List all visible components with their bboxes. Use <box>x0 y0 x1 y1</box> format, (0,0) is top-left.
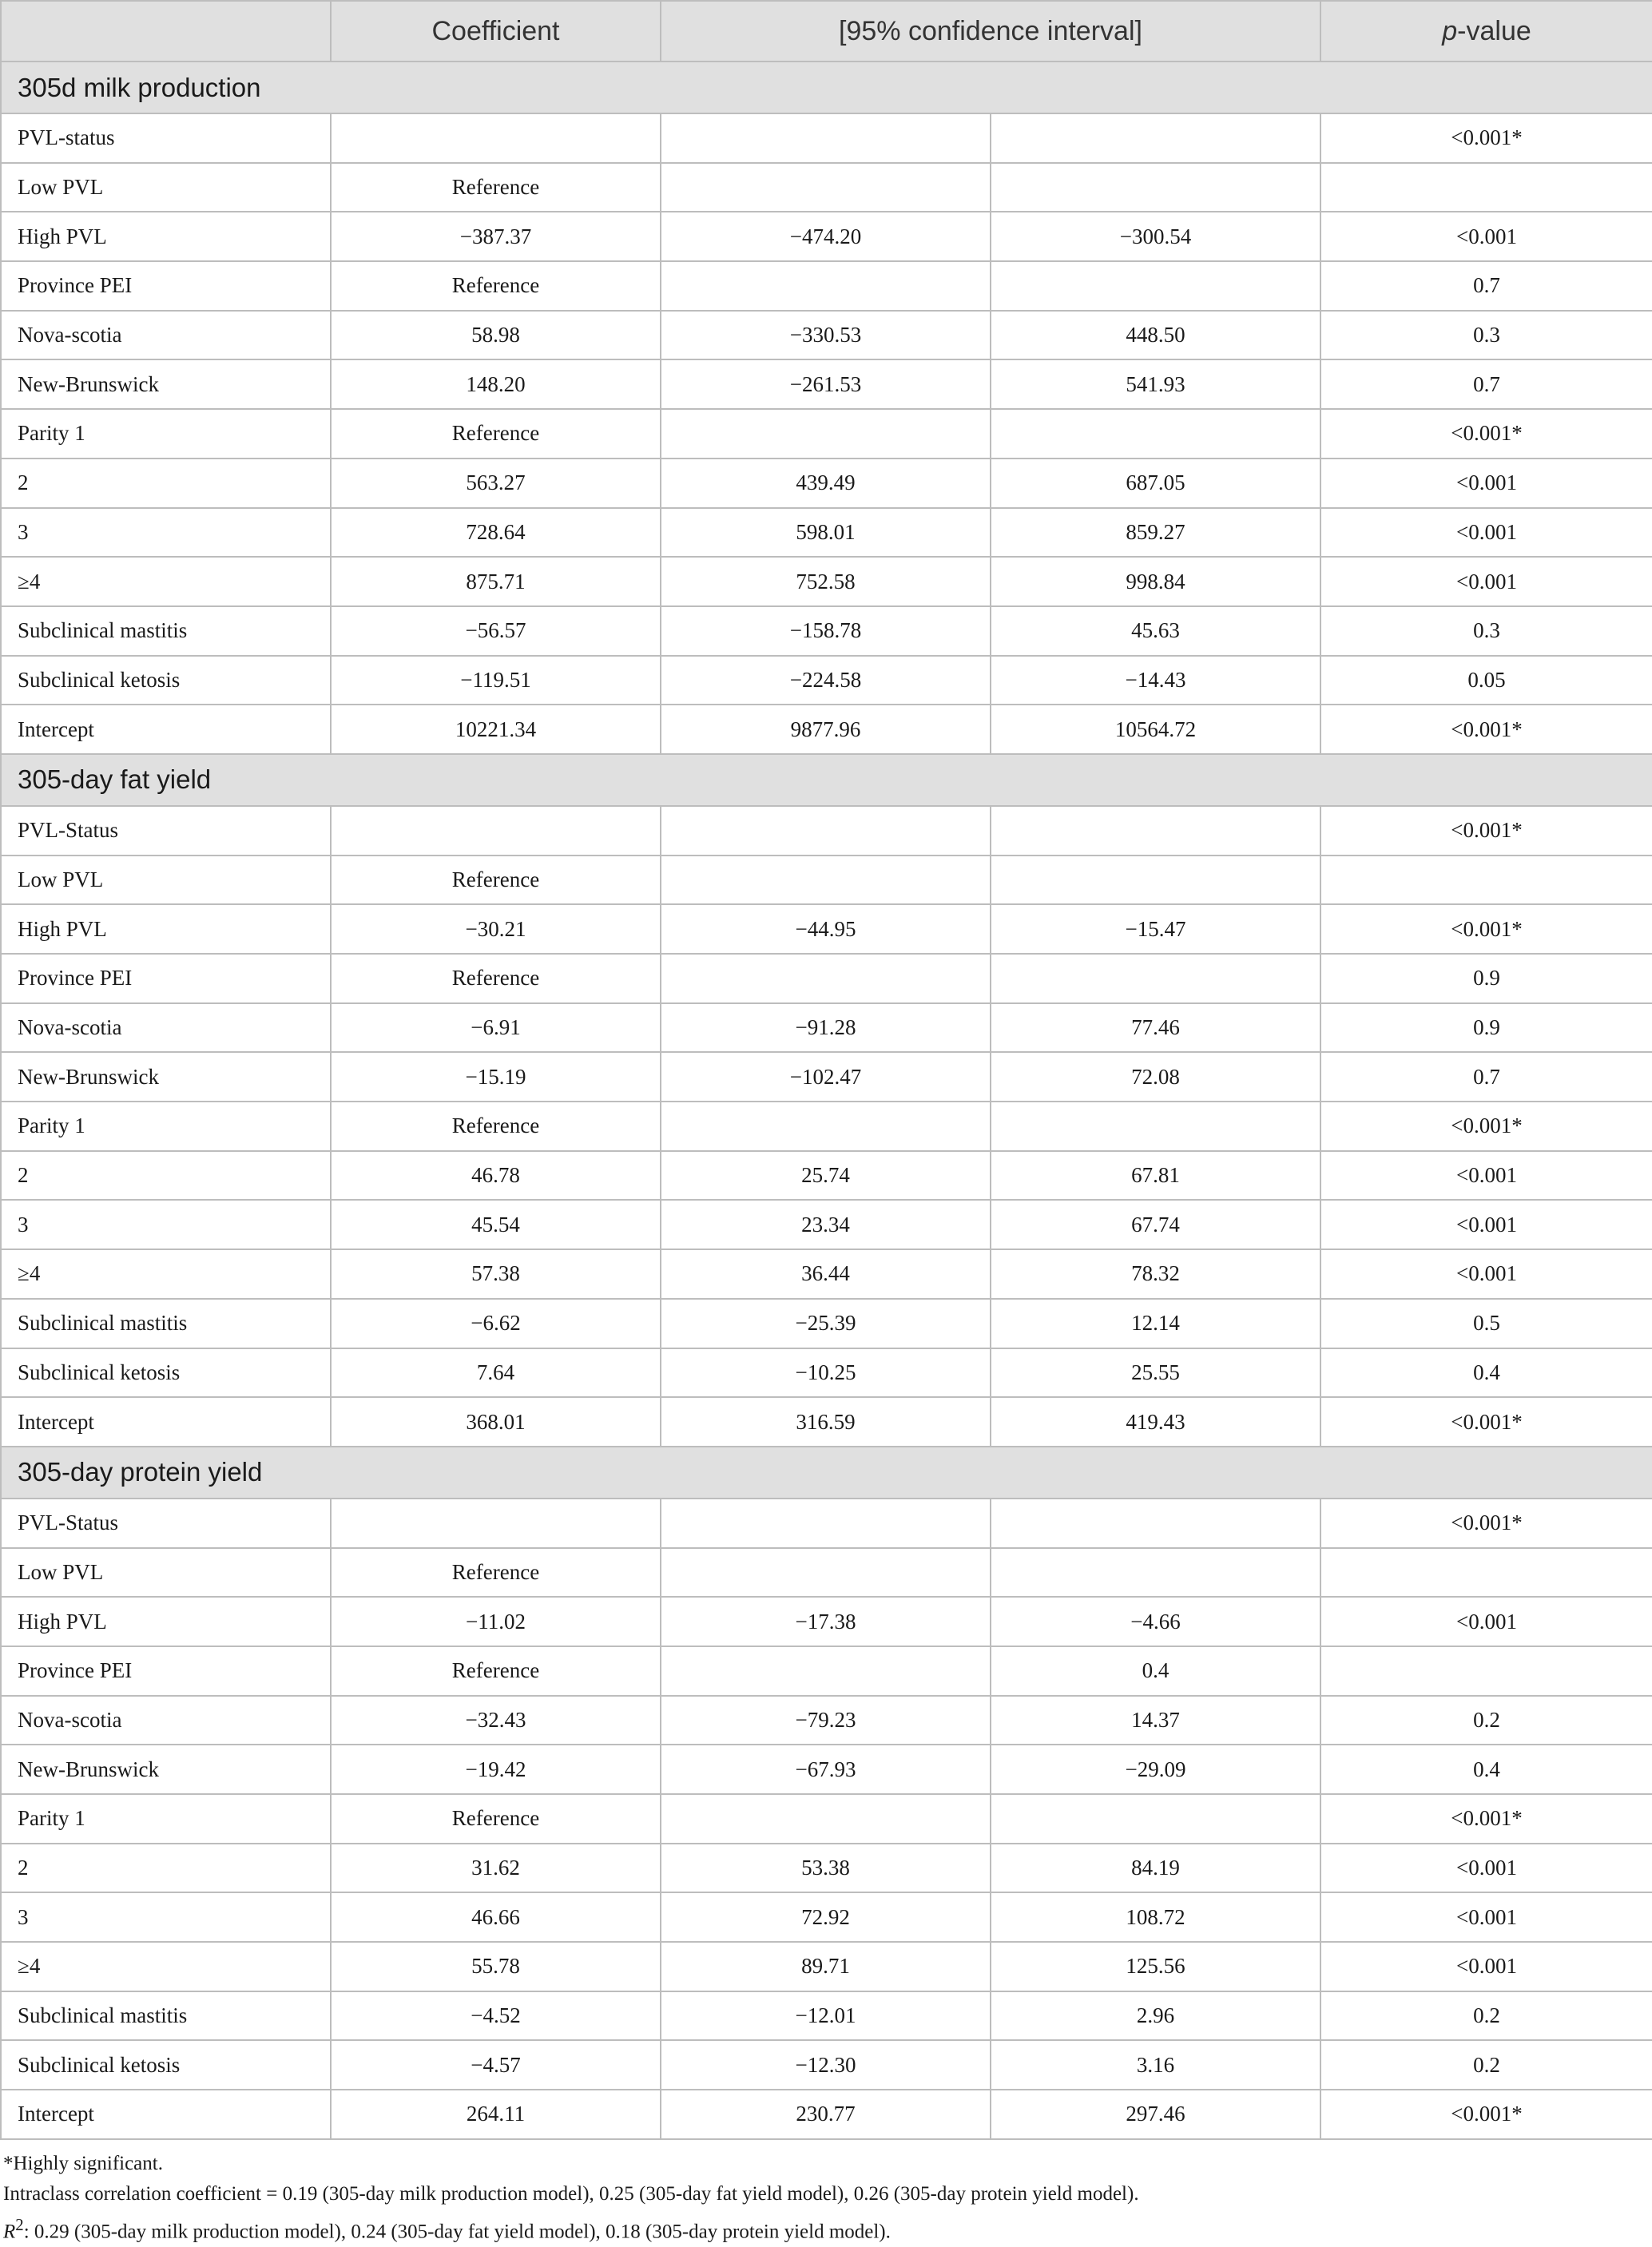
cell-variable: 2 <box>1 1844 331 1893</box>
cell-ci-upper: 0.4 <box>991 1646 1320 1696</box>
cell-ci-upper: 541.93 <box>991 359 1320 409</box>
cell-coefficient <box>331 1499 661 1548</box>
cell-variable: PVL-status <box>1 113 331 163</box>
cell-p-value: 0.2 <box>1320 2040 1652 2090</box>
cell-coefficient: Reference <box>331 409 661 459</box>
table-row <box>1 1745 1652 1794</box>
table-row <box>1 261 1652 311</box>
cell-coefficient: −15.19 <box>331 1052 661 1102</box>
table-row <box>1 113 1652 163</box>
table-row <box>1 1844 1652 1893</box>
cell-coefficient: 148.20 <box>331 359 661 409</box>
cell-ci-upper: −15.47 <box>991 904 1320 954</box>
cell-p-value: <0.001* <box>1320 1794 1652 1844</box>
cell-p-value: <0.001* <box>1320 1397 1652 1447</box>
cell-variable: Parity 1 <box>1 1794 331 1844</box>
cell-p-value: 0.9 <box>1320 1003 1652 1053</box>
cell-ci-lower: −12.30 <box>661 2040 991 2090</box>
table-row <box>1 705 1652 754</box>
cell-ci-upper <box>991 806 1320 856</box>
table-row <box>1 656 1652 705</box>
header-coefficient: Coefficient <box>331 1 661 62</box>
r2-text: : 0.29 (305-day milk production model), 0.24 (305-day fat yield model), 0.18 (305-day protein yield model). <box>23 2221 891 2243</box>
section-title: 305-day protein yield <box>1 1447 1652 1499</box>
cell-ci-upper: 72.08 <box>991 1052 1320 1102</box>
cell-ci-upper <box>991 1499 1320 1548</box>
table-row <box>1 1646 1652 1696</box>
cell-p-value <box>1320 1646 1652 1696</box>
cell-variable: Low PVL <box>1 1548 331 1598</box>
cell-ci-lower: 72.92 <box>661 1892 991 1942</box>
cell-ci-upper: 859.27 <box>991 508 1320 558</box>
header-p-italic: p <box>1442 15 1458 46</box>
cell-variable: Subclinical ketosis <box>1 2040 331 2090</box>
cell-ci-lower: 25.74 <box>661 1151 991 1201</box>
cell-variable: Subclinical mastitis <box>1 1991 331 2041</box>
cell-ci-upper: 998.84 <box>991 557 1320 606</box>
cell-variable: Nova-scotia <box>1 1003 331 1053</box>
cell-ci-lower <box>661 1646 991 1696</box>
cell-coefficient: −30.21 <box>331 904 661 954</box>
cell-variable: 2 <box>1 459 331 508</box>
section-row <box>1 62 1652 113</box>
cell-ci-upper: 25.55 <box>991 1348 1320 1398</box>
table-row <box>1 1892 1652 1942</box>
cell-p-value: 0.3 <box>1320 606 1652 656</box>
cell-coefficient: 7.64 <box>331 1348 661 1398</box>
cell-variable: ≥4 <box>1 557 331 606</box>
cell-variable: Intercept <box>1 705 331 754</box>
cell-p-value: 0.4 <box>1320 1745 1652 1794</box>
cell-ci-lower: −91.28 <box>661 1003 991 1053</box>
cell-variable: High PVL <box>1 1597 331 1646</box>
cell-p-value: 0.7 <box>1320 1052 1652 1102</box>
cell-p-value: 0.2 <box>1320 1991 1652 2041</box>
cell-ci-upper <box>991 163 1320 212</box>
cell-coefficient: 58.98 <box>331 311 661 360</box>
cell-ci-upper: 108.72 <box>991 1892 1320 1942</box>
header-confidence-interval: [95% confidence interval] <box>661 1 1320 62</box>
cell-ci-lower <box>661 163 991 212</box>
cell-ci-upper <box>991 856 1320 905</box>
cell-ci-upper <box>991 261 1320 311</box>
cell-p-value: 0.2 <box>1320 1696 1652 1745</box>
cell-coefficient: 563.27 <box>331 459 661 508</box>
table-row <box>1 904 1652 954</box>
table-row <box>1 856 1652 905</box>
table-body <box>1 62 1652 2139</box>
cell-variable: 3 <box>1 1892 331 1942</box>
cell-p-value: 0.9 <box>1320 954 1652 1003</box>
cell-coefficient: Reference <box>331 1794 661 1844</box>
cell-variable: Subclinical mastitis <box>1 1299 331 1348</box>
cell-ci-lower <box>661 1794 991 1844</box>
cell-ci-upper <box>991 1794 1320 1844</box>
table-row <box>1 1499 1652 1548</box>
cell-coefficient <box>331 113 661 163</box>
cell-coefficient: 57.38 <box>331 1249 661 1299</box>
cell-p-value: 0.7 <box>1320 359 1652 409</box>
cell-p-value: 0.5 <box>1320 1299 1652 1348</box>
cell-ci-lower: 53.38 <box>661 1844 991 1893</box>
cell-ci-lower: 89.71 <box>661 1942 991 1991</box>
table-row <box>1 1052 1652 1102</box>
cell-ci-lower: 36.44 <box>661 1249 991 1299</box>
cell-coefficient: 46.66 <box>331 1892 661 1942</box>
section-title: 305d milk production <box>1 62 1652 113</box>
cell-coefficient: −119.51 <box>331 656 661 705</box>
cell-ci-upper: 67.81 <box>991 1151 1320 1201</box>
r2-label: R <box>3 2221 16 2243</box>
table-row <box>1 1991 1652 2041</box>
cell-variable: PVL-Status <box>1 1499 331 1548</box>
cell-p-value: 0.7 <box>1320 261 1652 311</box>
cell-coefficient: −19.42 <box>331 1745 661 1794</box>
cell-ci-lower: 598.01 <box>661 508 991 558</box>
cell-p-value: <0.001 <box>1320 508 1652 558</box>
cell-ci-lower: −67.93 <box>661 1745 991 1794</box>
cell-ci-upper <box>991 1548 1320 1598</box>
cell-p-value <box>1320 856 1652 905</box>
table-row <box>1 1200 1652 1249</box>
cell-ci-upper: 297.46 <box>991 2090 1320 2139</box>
cell-ci-lower: −158.78 <box>661 606 991 656</box>
cell-ci-upper: 84.19 <box>991 1844 1320 1893</box>
cell-p-value: <0.001 <box>1320 1200 1652 1249</box>
cell-p-value: 0.3 <box>1320 311 1652 360</box>
header-p-value <box>1320 1 1652 62</box>
table-row <box>1 606 1652 656</box>
r2-superscript: 2 <box>15 2215 24 2234</box>
cell-variable: 2 <box>1 1151 331 1201</box>
cell-coefficient: 728.64 <box>331 508 661 558</box>
cell-ci-upper: 10564.72 <box>991 705 1320 754</box>
cell-coefficient: 55.78 <box>331 1942 661 1991</box>
cell-p-value: <0.001 <box>1320 1249 1652 1299</box>
cell-variable: Subclinical ketosis <box>1 656 331 705</box>
cell-ci-lower <box>661 954 991 1003</box>
cell-ci-upper: 687.05 <box>991 459 1320 508</box>
cell-ci-lower: −17.38 <box>661 1597 991 1646</box>
cell-ci-lower: −79.23 <box>661 1696 991 1745</box>
table-row <box>1 1597 1652 1646</box>
cell-ci-upper <box>991 409 1320 459</box>
cell-p-value: <0.001* <box>1320 705 1652 754</box>
cell-ci-lower <box>661 806 991 856</box>
cell-ci-lower <box>661 856 991 905</box>
table-row <box>1 2090 1652 2139</box>
cell-variable: Nova-scotia <box>1 311 331 360</box>
cell-p-value: <0.001 <box>1320 1151 1652 1201</box>
cell-ci-upper: −300.54 <box>991 212 1320 261</box>
cell-coefficient: Reference <box>331 856 661 905</box>
table-row <box>1 1794 1652 1844</box>
cell-p-value: <0.001 <box>1320 1844 1652 1893</box>
cell-p-value: <0.001 <box>1320 1597 1652 1646</box>
cell-ci-lower: −10.25 <box>661 1348 991 1398</box>
cell-variable: Intercept <box>1 1397 331 1447</box>
cell-ci-lower <box>661 409 991 459</box>
cell-ci-lower: −224.58 <box>661 656 991 705</box>
cell-ci-upper: 12.14 <box>991 1299 1320 1348</box>
cell-ci-lower: −474.20 <box>661 212 991 261</box>
section-row <box>1 754 1652 806</box>
cell-coefficient: −56.57 <box>331 606 661 656</box>
table-row <box>1 1151 1652 1201</box>
table-row <box>1 359 1652 409</box>
cell-coefficient: 10221.34 <box>331 705 661 754</box>
cell-p-value: <0.001 <box>1320 1892 1652 1942</box>
cell-p-value: <0.001 <box>1320 212 1652 261</box>
cell-coefficient: 31.62 <box>331 1844 661 1893</box>
section-row <box>1 1447 1652 1499</box>
cell-ci-lower: −261.53 <box>661 359 991 409</box>
cell-coefficient: 368.01 <box>331 1397 661 1447</box>
footnote-r-squared <box>3 2209 1639 2247</box>
cell-ci-upper: 67.74 <box>991 1200 1320 1249</box>
table-row <box>1 1299 1652 1348</box>
cell-ci-upper: 45.63 <box>991 606 1320 656</box>
cell-ci-upper: 78.32 <box>991 1249 1320 1299</box>
cell-p-value: <0.001 <box>1320 1942 1652 1991</box>
footnote-icc: Intraclass correlation coefficient = 0.19 (305-day milk production model), 0.25 (305-day fat yield model), 0.26 (305-day protein yield model). <box>3 2183 1139 2205</box>
cell-variable: Parity 1 <box>1 409 331 459</box>
cell-p-value: <0.001* <box>1320 1499 1652 1548</box>
table-row <box>1 409 1652 459</box>
cell-variable: Low PVL <box>1 163 331 212</box>
cell-coefficient: 875.71 <box>331 557 661 606</box>
cell-variable: 3 <box>1 1200 331 1249</box>
table-header <box>1 1 1652 62</box>
cell-p-value: <0.001* <box>1320 1102 1652 1151</box>
header-variable <box>1 1 331 62</box>
cell-ci-lower <box>661 1548 991 1598</box>
table-row <box>1 1249 1652 1299</box>
cell-ci-lower: 230.77 <box>661 2090 991 2139</box>
table-row <box>1 163 1652 212</box>
cell-ci-upper <box>991 1102 1320 1151</box>
cell-ci-upper: 77.46 <box>991 1003 1320 1053</box>
cell-p-value: <0.001 <box>1320 459 1652 508</box>
table-row <box>1 1397 1652 1447</box>
table-footnotes <box>0 2149 1639 2247</box>
cell-coefficient: Reference <box>331 954 661 1003</box>
table-row <box>1 1003 1652 1053</box>
cell-coefficient: −6.62 <box>331 1299 661 1348</box>
cell-p-value: 0.05 <box>1320 656 1652 705</box>
cell-variable: Province PEI <box>1 1646 331 1696</box>
cell-variable: New-Brunswick <box>1 359 331 409</box>
cell-coefficient: 45.54 <box>331 1200 661 1249</box>
table-row <box>1 806 1652 856</box>
footnote-significance: *Highly significant. <box>3 2153 163 2174</box>
cell-variable: Intercept <box>1 2090 331 2139</box>
table-row <box>1 1102 1652 1151</box>
cell-coefficient: Reference <box>331 163 661 212</box>
table-row <box>1 2040 1652 2090</box>
cell-ci-upper: 2.96 <box>991 1991 1320 2041</box>
cell-coefficient: Reference <box>331 1102 661 1151</box>
header-row <box>1 1 1652 62</box>
cell-ci-lower: −12.01 <box>661 1991 991 2041</box>
cell-coefficient: −4.52 <box>331 1991 661 2041</box>
cell-coefficient: 264.11 <box>331 2090 661 2139</box>
table-row <box>1 1548 1652 1598</box>
cell-coefficient: Reference <box>331 1548 661 1598</box>
cell-coefficient: −387.37 <box>331 212 661 261</box>
cell-p-value: <0.001* <box>1320 409 1652 459</box>
cell-coefficient: −6.91 <box>331 1003 661 1053</box>
section-title: 305-day fat yield <box>1 754 1652 806</box>
table-row <box>1 557 1652 606</box>
cell-variable: New-Brunswick <box>1 1745 331 1794</box>
cell-variable: PVL-Status <box>1 806 331 856</box>
cell-ci-lower: 439.49 <box>661 459 991 508</box>
cell-ci-lower: 316.59 <box>661 1397 991 1447</box>
cell-variable: Low PVL <box>1 856 331 905</box>
cell-ci-upper <box>991 113 1320 163</box>
cell-ci-lower: −102.47 <box>661 1052 991 1102</box>
cell-ci-upper: 448.50 <box>991 311 1320 360</box>
cell-variable: 3 <box>1 508 331 558</box>
cell-coefficient: Reference <box>331 1646 661 1696</box>
cell-p-value: 0.4 <box>1320 1348 1652 1398</box>
cell-ci-upper: 3.16 <box>991 2040 1320 2090</box>
cell-ci-lower <box>661 113 991 163</box>
cell-p-value: <0.001* <box>1320 806 1652 856</box>
cell-variable: Subclinical mastitis <box>1 606 331 656</box>
cell-p-value <box>1320 1548 1652 1598</box>
table-row <box>1 954 1652 1003</box>
cell-coefficient: −32.43 <box>331 1696 661 1745</box>
cell-ci-lower: 9877.96 <box>661 705 991 754</box>
cell-coefficient: −4.57 <box>331 2040 661 2090</box>
cell-variable: Nova-scotia <box>1 1696 331 1745</box>
cell-ci-upper: 125.56 <box>991 1942 1320 1991</box>
cell-ci-lower <box>661 261 991 311</box>
cell-p-value: <0.001* <box>1320 904 1652 954</box>
cell-ci-lower: −330.53 <box>661 311 991 360</box>
table-row <box>1 311 1652 360</box>
cell-variable: High PVL <box>1 904 331 954</box>
table-row <box>1 508 1652 558</box>
cell-p-value: <0.001* <box>1320 113 1652 163</box>
cell-ci-lower: −44.95 <box>661 904 991 954</box>
cell-p-value <box>1320 163 1652 212</box>
cell-variable: Province PEI <box>1 954 331 1003</box>
cell-variable: High PVL <box>1 212 331 261</box>
cell-coefficient <box>331 806 661 856</box>
cell-variable: New-Brunswick <box>1 1052 331 1102</box>
cell-ci-upper: 14.37 <box>991 1696 1320 1745</box>
cell-ci-upper: −4.66 <box>991 1597 1320 1646</box>
cell-ci-upper: −29.09 <box>991 1745 1320 1794</box>
cell-coefficient: −11.02 <box>331 1597 661 1646</box>
cell-ci-lower <box>661 1102 991 1151</box>
cell-coefficient: 46.78 <box>331 1151 661 1201</box>
cell-p-value: <0.001* <box>1320 2090 1652 2139</box>
cell-ci-lower: 23.34 <box>661 1200 991 1249</box>
cell-p-value: <0.001 <box>1320 557 1652 606</box>
cell-ci-lower: −25.39 <box>661 1299 991 1348</box>
cell-variable: ≥4 <box>1 1249 331 1299</box>
cell-variable: Subclinical ketosis <box>1 1348 331 1398</box>
cell-ci-lower: 752.58 <box>661 557 991 606</box>
cell-ci-upper: 419.43 <box>991 1397 1320 1447</box>
cell-ci-upper: −14.43 <box>991 656 1320 705</box>
header-p-rest: -value <box>1457 15 1531 46</box>
table-row <box>1 212 1652 261</box>
cell-variable: ≥4 <box>1 1942 331 1991</box>
table-row <box>1 459 1652 508</box>
table-row <box>1 1696 1652 1745</box>
cell-variable: Province PEI <box>1 261 331 311</box>
table-row <box>1 1942 1652 1991</box>
cell-variable: Parity 1 <box>1 1102 331 1151</box>
table-row <box>1 1348 1652 1398</box>
cell-ci-upper <box>991 954 1320 1003</box>
cell-ci-lower <box>661 1499 991 1548</box>
cell-coefficient: Reference <box>331 261 661 311</box>
